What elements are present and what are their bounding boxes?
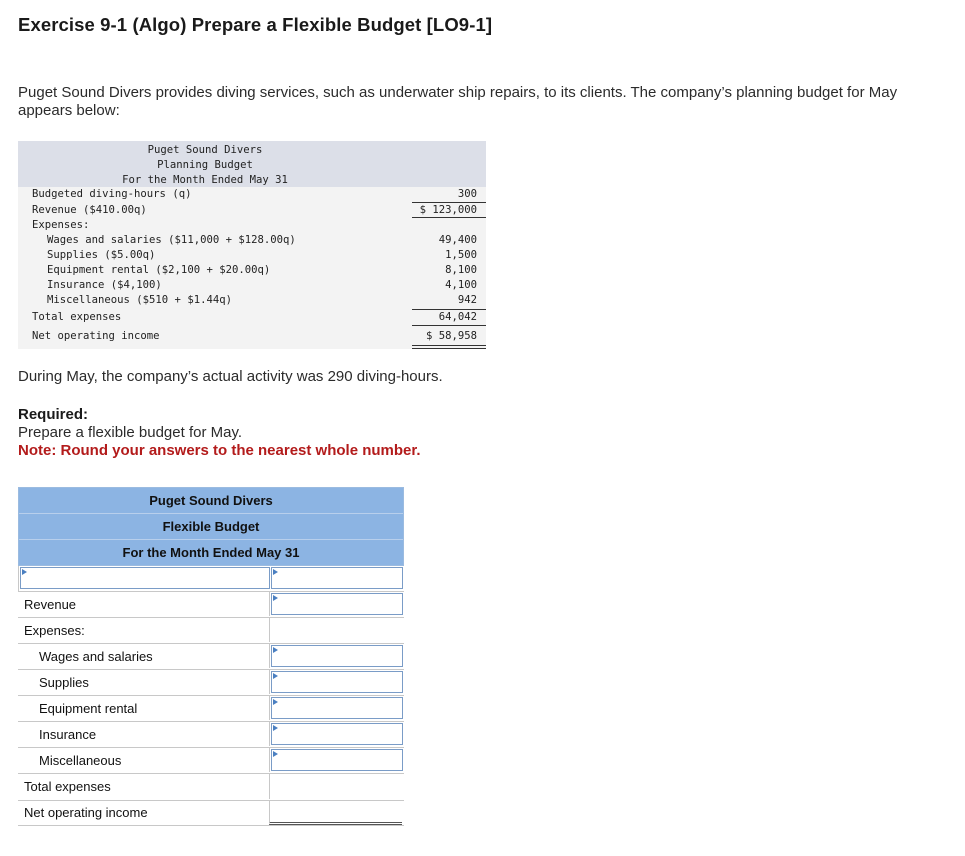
fb-value-cell[interactable] [269, 774, 402, 799]
input-marker-icon [273, 699, 278, 705]
fb-label: Net operating income [24, 805, 148, 820]
fb-value-cell [269, 748, 402, 772]
fb-label: Wages and salaries [39, 649, 153, 664]
revenue-input[interactable] [271, 593, 403, 615]
fb-row-net-operating-income [18, 801, 404, 826]
fb-header-title: Flexible Budget [19, 514, 403, 540]
fb-row-revenue [18, 592, 404, 618]
pb-row-diving-hours [18, 187, 486, 202]
fb-value-cell [269, 592, 402, 616]
pb-value: $ 58,958 [425, 330, 477, 342]
planning-budget-title: Planning Budget [157, 159, 253, 171]
fb-row-blank [18, 566, 404, 592]
pb-row-wages [18, 233, 486, 248]
fb-row-insurance [18, 722, 404, 748]
pb-label: Equipment rental ($2,100 + $20.00q) [47, 264, 271, 276]
fb-label: Total expenses [24, 779, 111, 794]
pb-value: 49,400 [438, 234, 477, 246]
fb-label: Equipment rental [39, 701, 138, 716]
flexible-budget-header [18, 487, 404, 566]
pb-row-net-operating-income [18, 329, 486, 344]
pb-row-insurance [18, 278, 486, 293]
exercise-title: Exercise 9-1 (Algo) Prepare a Flexible Budget [LO9-1] [18, 14, 493, 35]
rounding-note: Note: Round your answers to the nearest whole number. [18, 442, 421, 459]
pb-label: Revenue ($410.00q) [32, 204, 147, 216]
planning-budget-company: Puget Sound Divers [147, 144, 263, 156]
pb-label: Total expenses [32, 311, 122, 323]
activity-text: During May, the company’s actual activity was 290 diving-hours. [18, 368, 443, 385]
pb-row-supplies [18, 248, 486, 263]
insurance-input[interactable] [271, 723, 403, 745]
pb-label: Budgeted diving-hours (q) [32, 188, 192, 200]
equipment-rental-input[interactable] [271, 697, 403, 719]
flexible-budget-table [18, 487, 404, 826]
fb-label: Insurance [39, 727, 97, 742]
pb-row-total-expenses [18, 310, 486, 325]
fb-row-miscellaneous [18, 748, 404, 774]
fb-header-company: Puget Sound Divers [19, 488, 403, 514]
pb-label: Net operating income [32, 330, 160, 342]
input-marker-icon [273, 673, 278, 679]
pb-value: 942 [457, 294, 477, 306]
wages-input[interactable] [271, 645, 403, 667]
pb-label: Miscellaneous ($510 + $1.44q) [47, 294, 232, 306]
pb-label: Insurance ($4,100) [47, 279, 162, 291]
fb-label: Expenses: [24, 623, 85, 638]
input-marker-icon [273, 725, 278, 731]
planning-budget-period: For the Month Ended May 31 [122, 174, 288, 186]
input-marker-icon [273, 569, 278, 575]
planning-budget-exhibit [18, 141, 486, 349]
required-text: Prepare a flexible budget for May. [18, 424, 243, 441]
pb-label: Wages and salaries ($11,000 + $128.00q) [47, 234, 296, 246]
double-underline [412, 345, 486, 349]
input-marker-icon [273, 647, 278, 653]
fb-label: Supplies [39, 675, 89, 690]
planning-budget-header [18, 141, 486, 187]
fb-value-cell[interactable] [269, 801, 402, 825]
dropdown-marker-icon [22, 569, 27, 575]
pb-value: 64,042 [438, 311, 477, 323]
pb-row-revenue [18, 203, 486, 218]
intro-paragraph: Puget Sound Divers provides diving services, such as underwater ship repairs, to its clients. The company’s planning budget for May appears below: [18, 84, 898, 119]
required-label: Required: [18, 406, 89, 423]
fb-value-cell [269, 618, 402, 642]
fb-label: Revenue [24, 597, 77, 612]
input-marker-icon [273, 751, 278, 757]
underline [412, 325, 486, 326]
fb-row-expenses [18, 618, 404, 644]
fb-value-cell [270, 566, 403, 590]
fb-row-total-expenses [18, 774, 404, 801]
pb-row-expenses [18, 218, 486, 233]
pb-value: 4,100 [445, 279, 477, 291]
pb-label: Expenses: [32, 219, 90, 231]
pb-row-equipment [18, 263, 486, 278]
pb-label: Supplies ($5.00q) [47, 249, 156, 261]
fb-value-cell [269, 670, 402, 694]
fb-row-supplies [18, 670, 404, 696]
supplies-input[interactable] [271, 671, 403, 693]
pb-value: 8,100 [445, 264, 477, 276]
pb-value: $ 123,000 [419, 204, 477, 216]
blank-label-dropdown[interactable] [20, 567, 270, 589]
fb-label: Miscellaneous [39, 753, 122, 768]
pb-value: 300 [457, 188, 477, 200]
fb-value-cell [269, 644, 402, 668]
fb-value-cell [269, 696, 402, 720]
pb-row-miscellaneous [18, 293, 486, 308]
input-marker-icon [273, 595, 278, 601]
pb-value: 1,500 [445, 249, 477, 261]
fb-row-equipment-rental [18, 696, 404, 722]
fb-value-cell [269, 722, 402, 746]
fb-header-period: For the Month Ended May 31 [122, 545, 300, 560]
blank-value-input[interactable] [271, 567, 403, 589]
fb-row-wages [18, 644, 404, 670]
miscellaneous-input[interactable] [271, 749, 403, 771]
